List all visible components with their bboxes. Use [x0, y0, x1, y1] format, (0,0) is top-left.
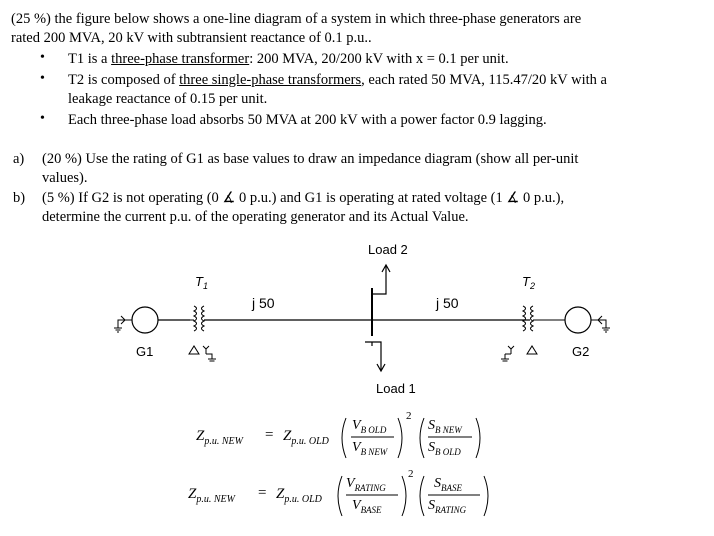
question-b-text: (5 %) If G2 is not operating (0 ∡ 0 p.u.) and G1 is operating at rated voltage (1 ∡ 0 p.u.), determine the current p.u. of the operating generator and its Actual Value.: [42, 190, 565, 225]
f2-den2: $S_{RATING}$: [428, 498, 467, 515]
intro-line-2: rated 200 MVA, 20 kV with subtransient reactance of 0.1 p.u..: [11, 30, 372, 46]
load2-branch: [372, 266, 386, 294]
intro-line-1: (25 %) the figure below shows a one-line diagram of a system in which three-phase generators are: [11, 11, 582, 27]
t1-link-text: three-phase transformer: [111, 51, 250, 67]
t1-label: $T_1$: [195, 274, 208, 291]
bullet-item-t2: T2 is composed of three single-phase transformers, each rated 50 MVA, 115.47/20 kV with a leakage reactance of 0.15 per unit.: [68, 72, 607, 107]
z-left-label: j 50: [252, 295, 275, 311]
question-b-label: b): [13, 190, 26, 206]
g2-symbol: [565, 307, 591, 333]
f2-equals: =: [258, 485, 267, 501]
t2-label: $T_2$: [522, 274, 535, 291]
g1-wye-ground-icon: [114, 316, 132, 332]
question-a-label: a): [13, 151, 25, 167]
g2-wye-ground-icon: [591, 316, 610, 332]
bullet-item-t1: T1 is a three-phase transformer: 200 MVA, 20/200 kV with x = 0.1 per unit.: [68, 51, 509, 67]
bullet-marker-2: •: [40, 71, 45, 86]
f1-lhs: $Z_{p.u. NEW}$: [196, 428, 243, 447]
f2-den1: $V_{BASE}$: [352, 498, 382, 515]
formula-2: [0, 468, 714, 528]
f1-den2: $S_{B OLD}$: [428, 440, 461, 457]
formula-1: [0, 410, 714, 470]
question-a-text: (20 %) Use the rating of G1 as base values to draw an impedance diagram (show all per-unit values).: [42, 151, 579, 186]
load2-label: Load 2: [368, 242, 408, 257]
f1-num2: $S_{B NEW}$: [428, 418, 462, 435]
f1-num1: $V_{B OLD}$: [352, 418, 387, 435]
g2-label: G2: [572, 344, 590, 359]
f1-equals: =: [265, 427, 274, 443]
problem-intro: [11, 10, 701, 48]
f1-den1: $V_{B NEW}$: [352, 440, 388, 457]
t2-link-text: three single-phase transformers: [179, 72, 362, 88]
f1-exp: 2: [406, 410, 412, 422]
f1-rhs: $Z_{p.u. OLD}$: [283, 428, 329, 447]
f2-exp: 2: [408, 468, 414, 480]
one-line-diagram: [0, 238, 714, 398]
f2-num2: $S_{BASE}$: [434, 476, 462, 493]
t2-transformer-icon: [501, 306, 565, 361]
t1-transformer-icon: [189, 306, 216, 361]
f2-num1: $V_{RATING}$: [346, 476, 386, 493]
bullet-marker-1: •: [40, 50, 45, 65]
load1-label: Load 1: [376, 381, 416, 396]
f2-lhs: $Z_{p.u. NEW}$: [188, 486, 235, 505]
z-right-label: j 50: [436, 295, 459, 311]
f2-rhs: $Z_{p.u. OLD}$: [276, 486, 322, 505]
g1-symbol: [132, 307, 158, 333]
g1-label: G1: [136, 344, 154, 359]
bullet-item-load: Each three-phase load absorbs 50 MVA at 200 kV with a power factor 0.9 lagging.: [68, 112, 547, 128]
bullet-marker-3: •: [40, 111, 45, 126]
